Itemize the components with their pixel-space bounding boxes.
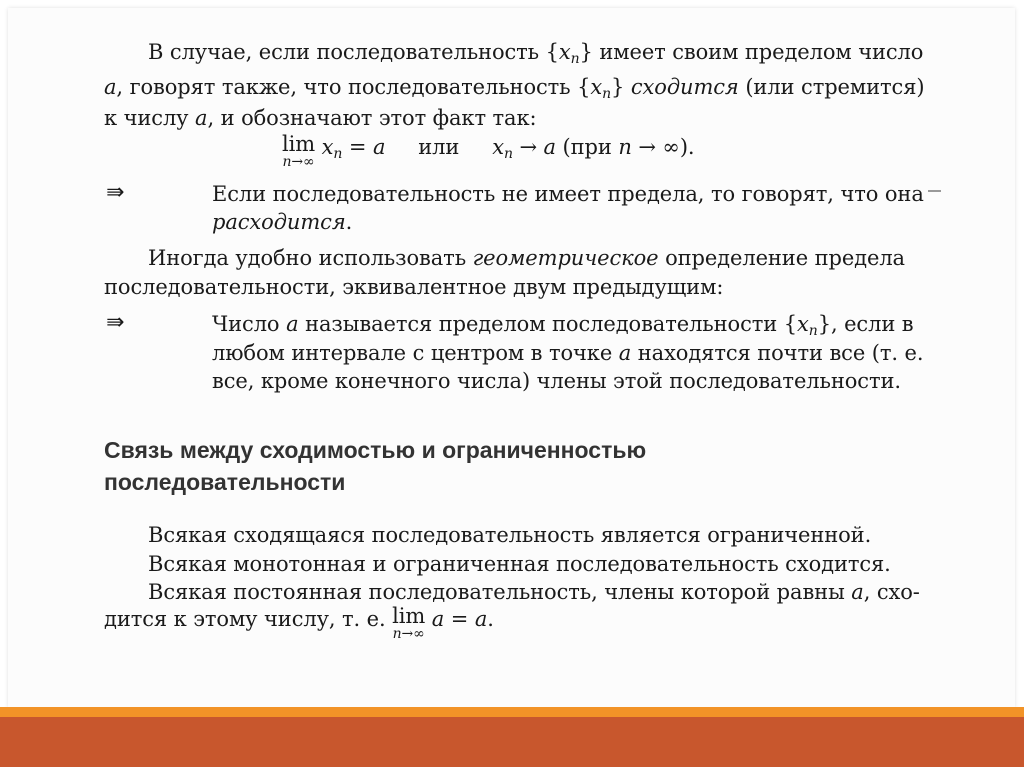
section-heading: Связь между сходимостью и ограниченностью — [104, 437, 647, 463]
definition-arrow-icon: ⇛ — [106, 180, 125, 205]
definition-line: любом интервале с центром в точке a находятся почти все (т. е. — [212, 341, 924, 365]
footer-accent-line — [0, 707, 1024, 717]
paragraph-line: a, говорят также, что последовательность $\{x_n\}$ сходится (или стремится) — [104, 75, 925, 102]
paragraph-line: к числу a, и обозначают этот факт так: — [104, 106, 537, 130]
statement-line: Всякая постоянная последовательность, члены которой равны a, схо- — [148, 580, 920, 604]
footer-bar — [0, 717, 1024, 767]
statement-line: дится к этому числу, т. е. lim n→∞ a = a. — [104, 604, 494, 642]
definition-line: расходится. — [212, 210, 353, 234]
statement-line: Всякая монотонная и ограниченная последовательность сходится. — [148, 552, 891, 576]
definition-line: все, кроме конечного числа) члены этой последовательности. — [212, 369, 901, 393]
paragraph-line: Иногда удобно использовать геометрическое определение предела — [148, 246, 905, 270]
lim-operator: lim n→∞ — [392, 604, 426, 642]
paragraph-line: В случае, если последовательность $\{x_n\}$ имеет своим пределом число — [148, 40, 924, 67]
limit-formula: lim n→∞ $x_n = a$ или $x_n \to a$ (при n → ∞). — [282, 132, 695, 170]
side-dash — [928, 190, 941, 192]
definition-line: Число a называется пределом последовательности $\{x_n\}$, если в — [212, 312, 914, 339]
definition-arrow-icon: ⇛ — [106, 310, 125, 335]
lim-operator: lim n→∞ — [282, 132, 316, 170]
statement-line: Всякая сходящаяся последовательность является ограниченной. — [148, 523, 872, 547]
definition-line: Если последовательность не имеет предела, то говорят, что она — [212, 182, 924, 206]
section-heading: последовательности — [104, 469, 346, 495]
paragraph-line: последовательности, эквивалентное двум предыдущим: — [104, 275, 724, 299]
